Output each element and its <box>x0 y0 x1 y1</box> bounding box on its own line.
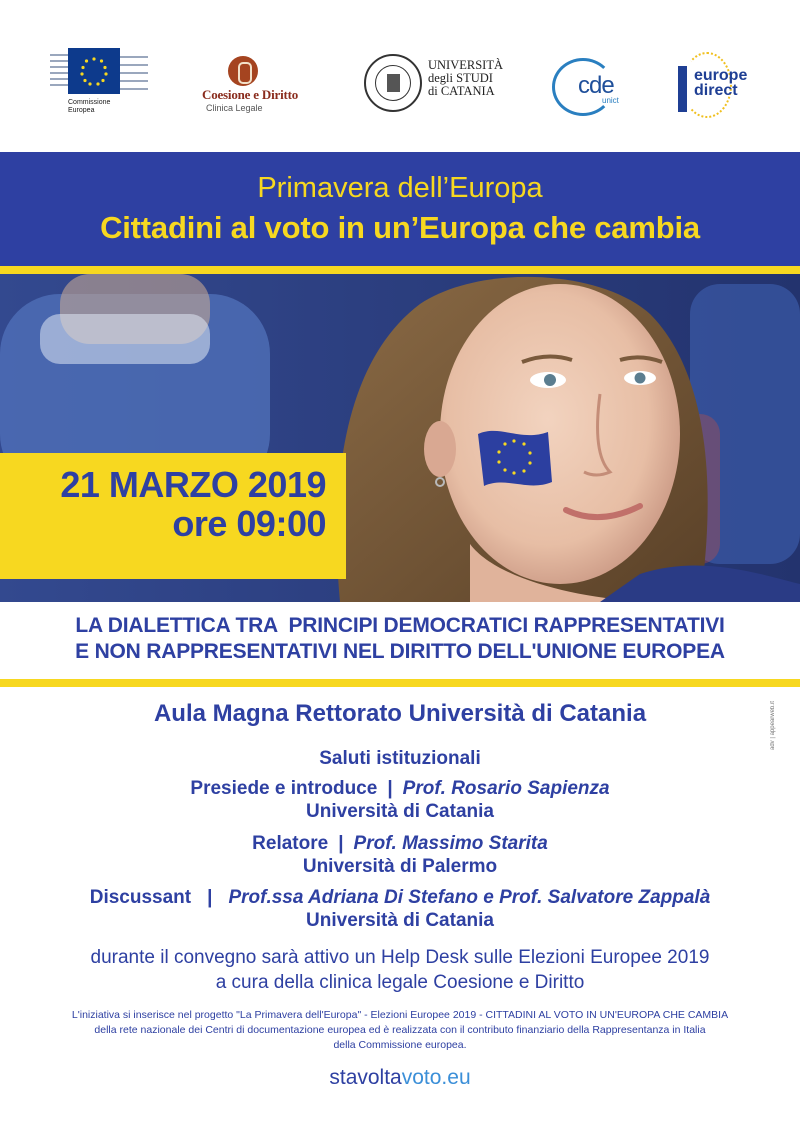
cde-text: cde <box>578 72 614 99</box>
relatore-university: Università di Palermo <box>302 856 498 877</box>
helpdesk-line-2: a cura della clinica legale Coesione e Diritto <box>215 972 585 993</box>
event-date: 21 MARZO 2019 <box>60 464 326 505</box>
university-seal-icon <box>364 54 422 112</box>
separator-bar: | <box>387 778 393 799</box>
title-yellow-rule <box>0 266 800 274</box>
discussant-university: Università di Catania <box>306 910 494 931</box>
presiede-line <box>0 778 800 800</box>
website-light-part: voto.eu <box>401 1066 471 1089</box>
european-commission-logo <box>50 48 150 122</box>
section-yellow-rule <box>0 679 800 687</box>
relatore-label: Relatore <box>252 833 329 854</box>
event-main-title: Cittadini al voto in un’Europa che cambia <box>100 210 700 245</box>
separator-bar: | <box>338 833 344 854</box>
website-link[interactable] <box>0 1066 800 1090</box>
presiede-label: Presiede e introduce <box>190 778 378 799</box>
europe-direct-text: europe direct <box>694 67 748 99</box>
designer-credit: adv | appearweb.it <box>770 701 776 750</box>
presiede-university: Università di Catania <box>306 801 494 822</box>
relatore-line <box>0 833 800 855</box>
discussant-name: Prof.ssa Adriana Di Stefano e Prof. Salvatore Zappalà <box>228 887 711 908</box>
info-i-icon <box>678 66 687 112</box>
funding-note-line-2: della rete nazionale dei Centri di documentazione europea ed è realizzata con il contributo finanziario della Rappresentanza in Italia <box>94 1024 706 1036</box>
venue-title: Aula Magna Rettorato Università di Catania <box>153 700 647 727</box>
event-time: ore 09:00 <box>172 503 326 544</box>
relatore-name: Prof. Massimo Starita <box>353 833 548 854</box>
coesione-diritto-subtitle: Clinica Legale <box>206 103 263 113</box>
funding-note-line-1: L'iniziativa si inserisce nel progetto "La Primavera dell'Europa" - Elezioni Europee 2019 - CITTADINI AL VOTO IN UN'EUROPA CHE CAMBIA <box>71 1009 729 1021</box>
coesione-diritto-emblem-icon <box>228 56 258 86</box>
partner-logos <box>0 0 800 150</box>
separator-bar: | <box>207 887 213 908</box>
presiede-name: Prof. Rosario Sapienza <box>402 778 610 799</box>
coesione-diritto-logo <box>202 56 326 114</box>
europe-direct-logo <box>676 52 766 122</box>
conference-topic-line-2: E NON RAPPRESENTATIVI NEL DIRITTO DELL'UNIONE EUROPEA <box>75 640 725 663</box>
coesione-diritto-name: Coesione e Diritto <box>202 87 299 102</box>
funding-note-line-3: della Commissione europea. <box>333 1039 467 1051</box>
university-catania-logo <box>364 54 514 114</box>
university-name: UNIVERSITÀ degli STUDI di CATANIA <box>428 58 503 98</box>
title-band <box>0 152 800 266</box>
cde-subtext: unict <box>602 96 619 105</box>
website-dark-part: stavolta <box>329 1066 402 1089</box>
conference-topic-line-1: LA DIALETTICA TRA PRINCIPI DEMOCRATICI RAPPRESENTATIVI <box>75 614 725 637</box>
discussant-label: Discussant <box>89 887 192 908</box>
saluti-line: Saluti istituzionali <box>319 748 481 769</box>
ec-logo-text: Commissione Europea <box>68 99 111 114</box>
cde-unict-logo <box>552 58 628 118</box>
eu-flag-icon <box>68 48 120 94</box>
event-series-title: Primavera dell’Europa <box>257 172 543 204</box>
helpdesk-line-1: durante il convegno sarà attivo un Help Desk sulle Elezioni Europee 2019 <box>90 947 710 968</box>
discussant-line <box>0 887 800 909</box>
